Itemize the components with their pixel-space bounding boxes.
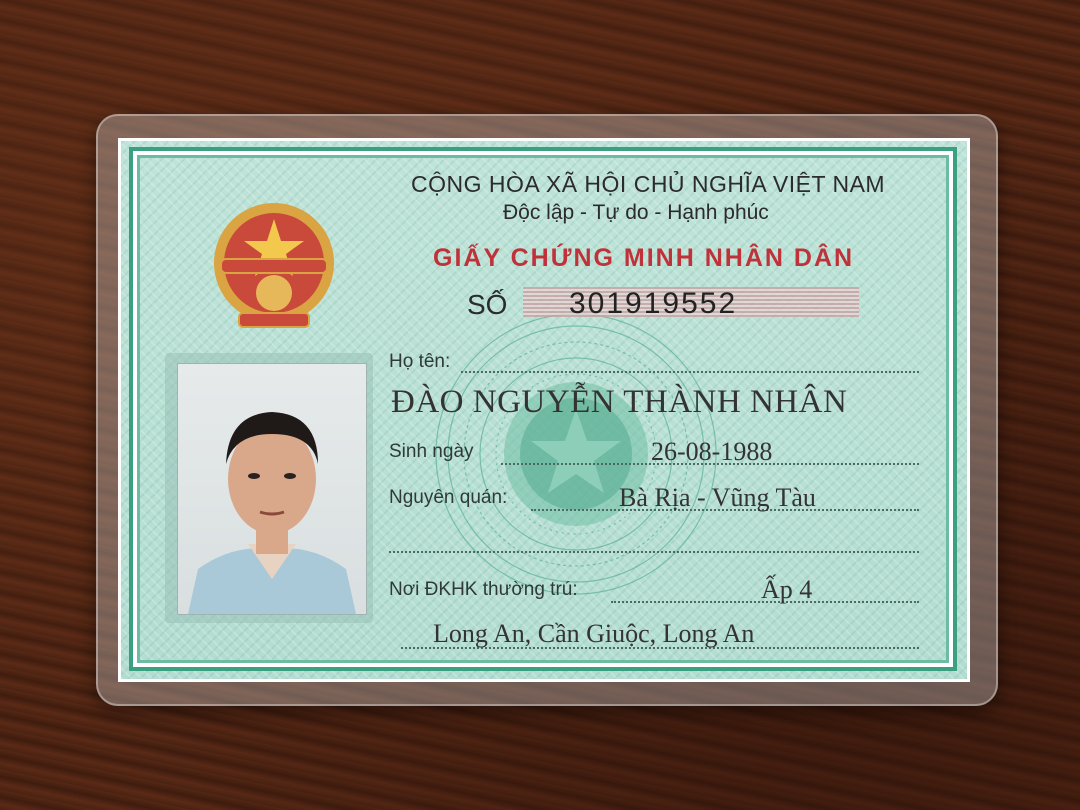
place-of-origin: Bà Rịa - Vũng Tàu [619, 483, 816, 512]
origin-label: Nguyên quán: [389, 487, 508, 508]
date-of-birth: 26-08-1988 [651, 437, 773, 466]
residence-line-2: Long An, Cần Giuộc, Long An [433, 619, 755, 648]
national-motto: Độc lập - Tự do - Hạnh phúc [503, 201, 769, 224]
residence-line-1: Ấp 4 [761, 575, 813, 604]
id-card [118, 138, 970, 682]
dob-label: Sinh ngày [389, 441, 474, 462]
id-number: 301919552 [569, 287, 738, 320]
name-dotted-line [461, 371, 919, 373]
residence-label: Nơi ĐKHK thường trú: [389, 579, 578, 600]
full-name: ĐÀO NGUYỄN THÀNH NHÂN [391, 384, 848, 420]
national-emblem-icon [207, 201, 341, 335]
country-name: CỘNG HÒA XÃ HỘI CHỦ NGHĨA VIỆT NAM [411, 171, 886, 197]
id-number-label: SỐ [467, 289, 508, 320]
name-label: Họ tên: [389, 351, 451, 372]
card-title: GIẤY CHỨNG MINH NHÂN DÂN [433, 244, 855, 272]
portrait-photo [177, 363, 367, 615]
blank-dotted-line [389, 551, 919, 553]
